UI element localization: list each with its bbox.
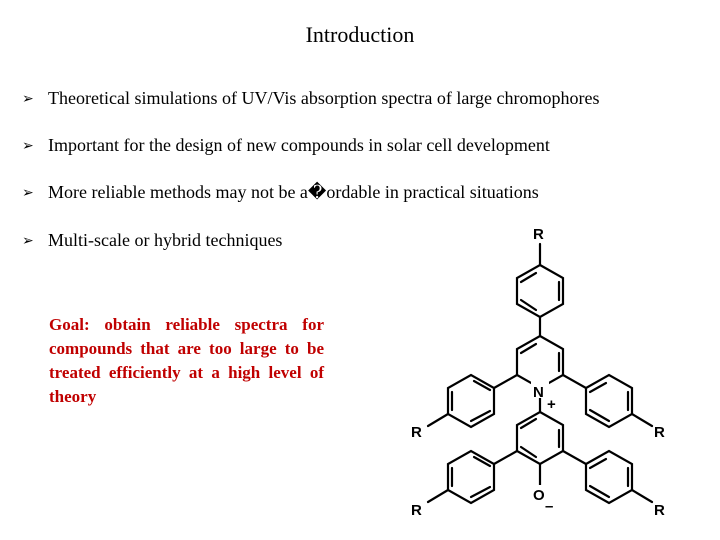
bullet-text: More reliable methods may not be a�ordable in practical situations [48, 182, 539, 202]
r-group-label: R [533, 226, 544, 243]
arrow-bullet-icon: ➢ [22, 137, 34, 154]
chemical-structure-diagram [395, 222, 685, 527]
nitrogen-label: N [533, 384, 544, 401]
slide-title: Introduction [305, 22, 415, 47]
r-group-label: R [654, 424, 665, 441]
bullet-item [22, 182, 539, 203]
r-group-label: R [411, 424, 422, 441]
bullet-text: Important for the design of new compounds in solar cell development [48, 135, 550, 155]
arrow-bullet-icon: ➢ [22, 90, 34, 107]
arrow-bullet-icon: ➢ [22, 232, 34, 249]
bullet-item [22, 88, 599, 109]
r-group-label: R [654, 502, 665, 519]
bullet-text: Multi-scale or hybrid techniques [48, 230, 283, 250]
bullet-item [22, 230, 282, 251]
r-group-label: R [411, 502, 422, 519]
bullet-text: Theoretical simulations of UV/Vis absorption spectra of large chromophores [48, 88, 600, 108]
goal-statement: Goal: obtain reliable spectra for compounds that are too large to be treated efficiently at a high level of theory [49, 315, 324, 406]
bullet-item [22, 135, 550, 156]
positive-charge-label: + [547, 396, 556, 413]
oxygen-label: O [533, 487, 545, 504]
arrow-bullet-icon: ➢ [22, 184, 34, 201]
negative-charge-label: – [545, 498, 554, 515]
